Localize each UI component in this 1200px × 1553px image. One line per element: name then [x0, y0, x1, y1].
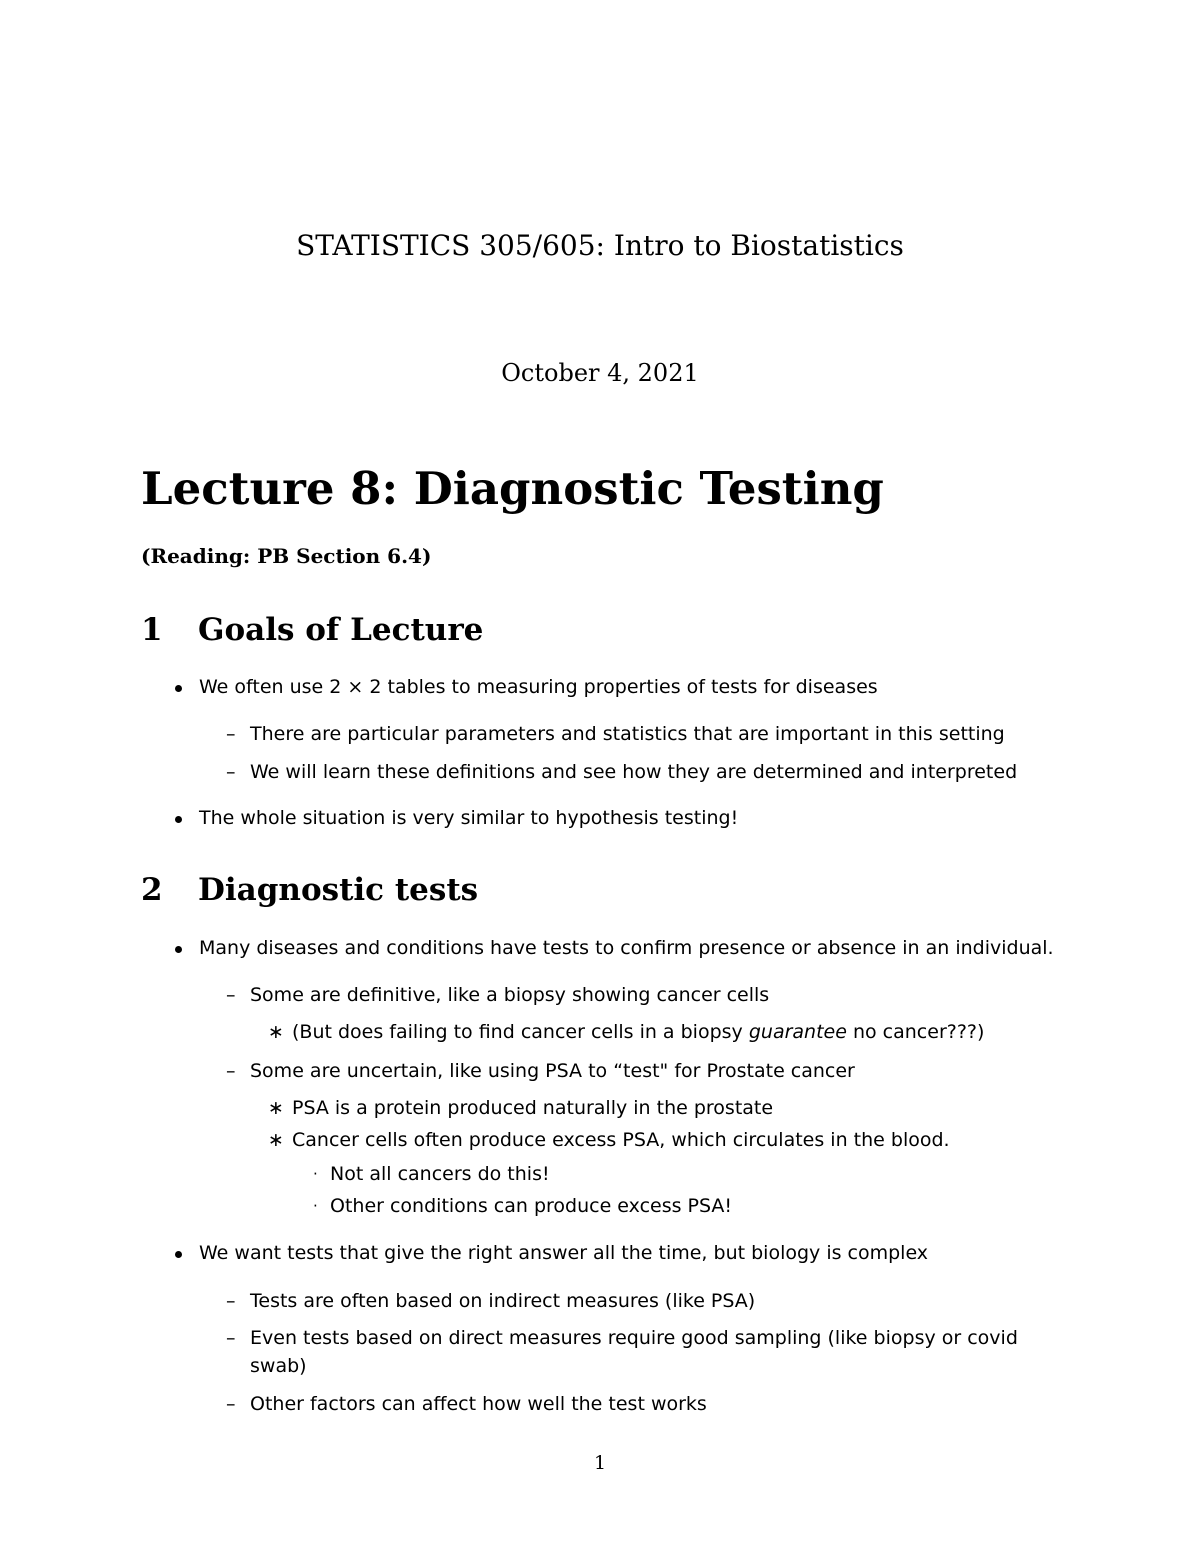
- list-item: We often use 2 × 2 tables to measuring properties of tests for diseases: [199, 676, 878, 698]
- list-item: [292, 1021, 984, 1043]
- dash-marker: –: [226, 1393, 236, 1415]
- reading-note: (Reading: PB Section 6.4): [141, 544, 432, 568]
- emphasis-text: guarantee: [748, 1021, 847, 1043]
- list-item: Tests are often based on indirect measures (like PSA): [250, 1290, 756, 1312]
- list-item: Some are uncertain, like using PSA to “test" for Prostate cancer: [250, 1060, 855, 1082]
- list-item: PSA is a protein produced naturally in the prostate: [292, 1097, 774, 1119]
- bullet-icon: [175, 685, 182, 692]
- list-item: Cancer cells often produce excess PSA, which circulates in the blood.: [292, 1129, 950, 1151]
- dot-marker: ·: [313, 1165, 318, 1183]
- list-item-continuation: swab): [250, 1355, 307, 1377]
- star-marker: ∗: [268, 1021, 284, 1043]
- section-2-number: 2: [141, 872, 163, 908]
- dash-marker: –: [226, 761, 236, 783]
- bullet-icon: [175, 1251, 182, 1258]
- section-2-title: Diagnostic tests: [198, 872, 479, 908]
- list-item: Many diseases and conditions have tests to confirm presence or absence in an individual.: [199, 937, 1054, 959]
- list-item: Not all cancers do this!: [330, 1163, 550, 1185]
- section-1-number: 1: [141, 612, 163, 648]
- list-item-text: no cancer???): [852, 1021, 985, 1043]
- dot-marker: ·: [313, 1197, 318, 1215]
- list-item: We want tests that give the right answer all the time, but biology is complex: [199, 1242, 929, 1264]
- lecture-title: Lecture 8: Diagnostic Testing: [141, 462, 884, 515]
- dash-marker: –: [226, 1060, 236, 1082]
- list-item-text: (But does failing to find cancer cells in a biopsy: [292, 1021, 743, 1043]
- course-title: STATISTICS 305/605: Intro to Biostatistics: [296, 229, 904, 262]
- list-item: Other factors can affect how well the test works: [250, 1393, 707, 1415]
- bullet-icon: [175, 816, 182, 823]
- list-item: We will learn these definitions and see how they are determined and interpreted: [250, 761, 1018, 783]
- star-marker: ∗: [268, 1097, 284, 1119]
- dash-marker: –: [226, 984, 236, 1006]
- dash-marker: –: [226, 723, 236, 745]
- dash-marker: –: [226, 1327, 236, 1349]
- bullet-icon: [175, 946, 182, 953]
- star-marker: ∗: [268, 1129, 284, 1151]
- list-item: Even tests based on direct measures require good sampling (like biopsy or covid: [250, 1327, 1018, 1349]
- dash-marker: –: [226, 1290, 236, 1312]
- list-item: Other conditions can produce excess PSA!: [330, 1195, 733, 1217]
- page-number: 1: [593, 1452, 607, 1474]
- list-item: The whole situation is very similar to hypothesis testing!: [199, 807, 739, 829]
- list-item: Some are definitive, like a biopsy showing cancer cells: [250, 984, 770, 1006]
- section-1-title: Goals of Lecture: [198, 612, 484, 648]
- document-date: October 4, 2021: [501, 359, 699, 387]
- list-item: There are particular parameters and statistics that are important in this setting: [250, 723, 1005, 745]
